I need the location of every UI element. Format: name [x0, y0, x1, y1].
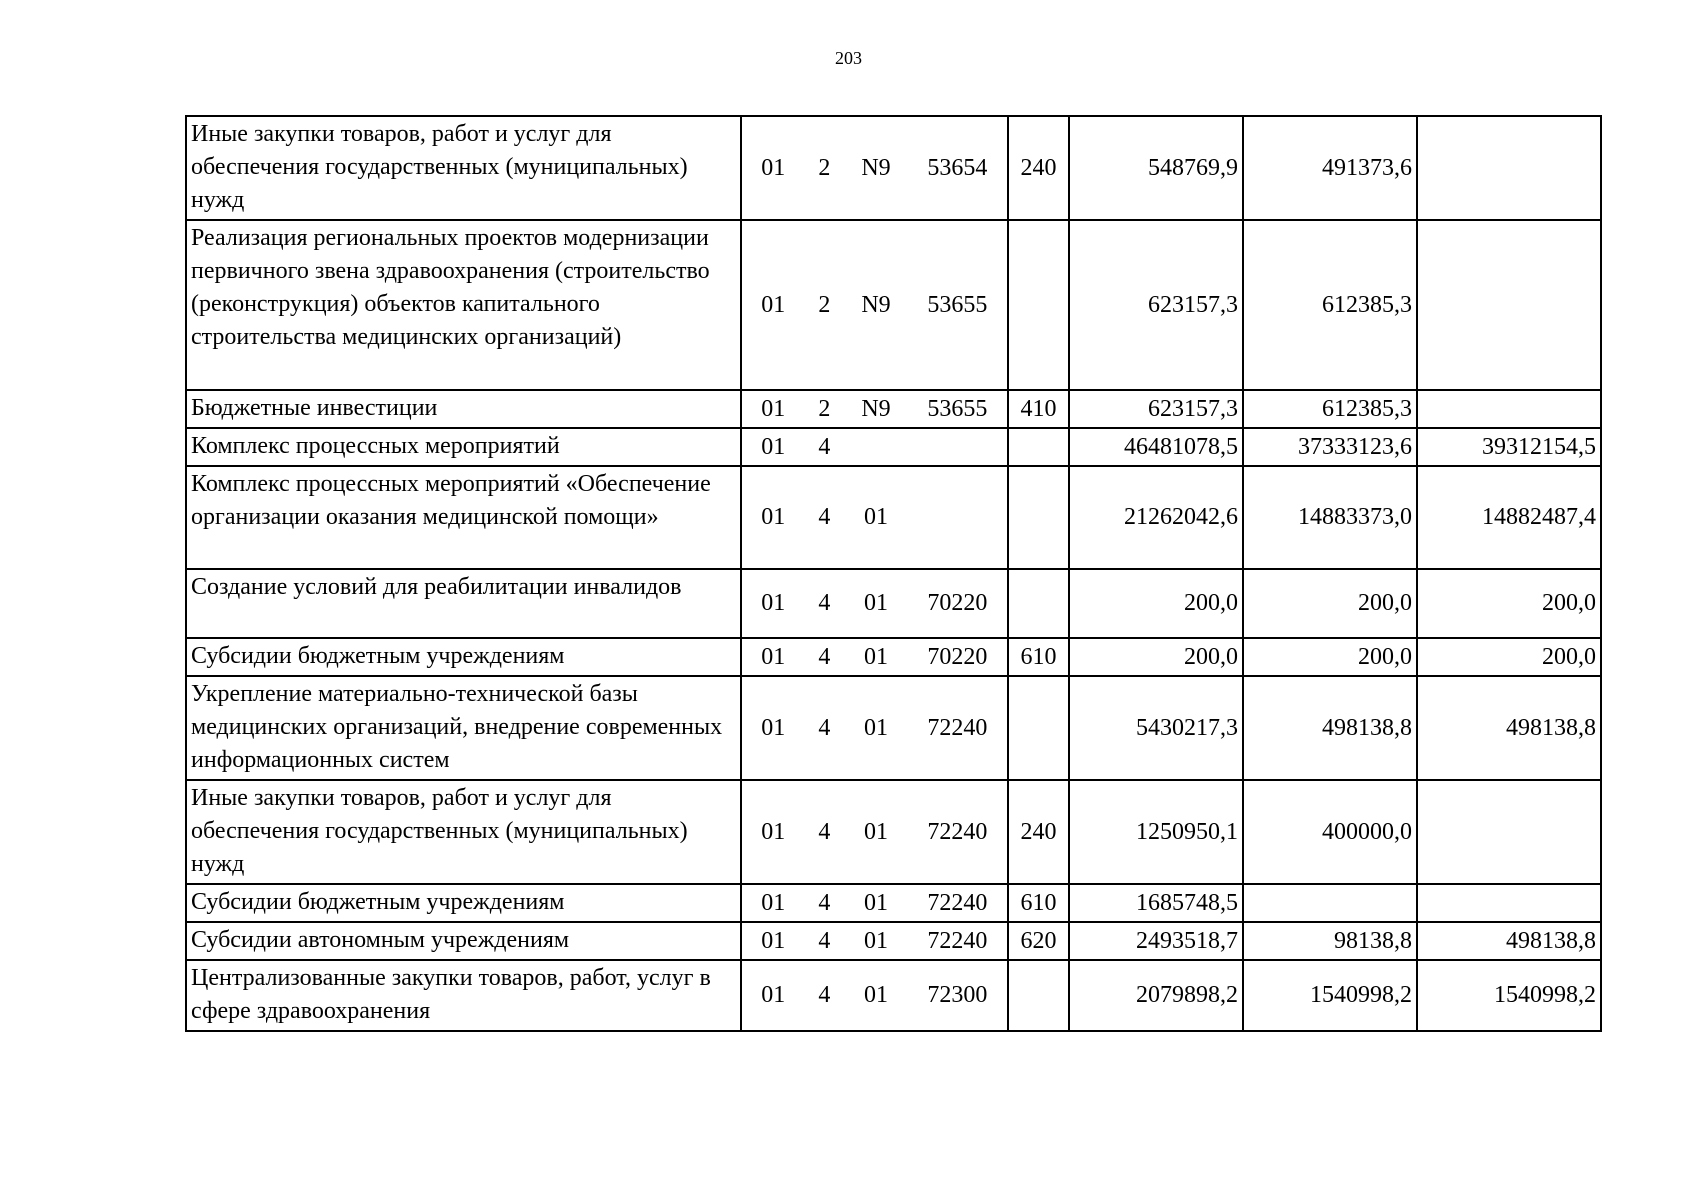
row-code-project: 01: [863, 714, 888, 741]
row-name: Иные закупки товаров, работ и услуг для обеспечения государственных (муниципальных) нужд: [186, 116, 741, 220]
row-amount-2: 491373,6: [1243, 116, 1417, 220]
row-amount-3: [1417, 220, 1601, 390]
row-code-project: 01: [863, 982, 888, 1008]
row-amount-2: 37333123,6: [1243, 428, 1417, 466]
row-amount-1: 623157,3: [1069, 220, 1243, 390]
row-expense-type: 240: [1008, 780, 1069, 884]
table-row: [186, 428, 1601, 466]
table-row: [186, 390, 1601, 428]
row-code: [741, 780, 1008, 884]
row-amount-2: 200,0: [1243, 569, 1417, 638]
row-expense-type: 410: [1008, 390, 1069, 428]
row-code-subprogram: 2: [818, 395, 831, 422]
row-expense-type: [1008, 960, 1069, 1031]
row-code-subprogram: 2: [818, 154, 831, 181]
row-code: [741, 960, 1008, 1031]
row-code-direction: 72300: [927, 982, 988, 1008]
row-amount-2: 612385,3: [1243, 220, 1417, 390]
row-code-project: [844, 431, 908, 464]
row-code-program: 01: [761, 643, 786, 670]
row-code: [741, 390, 1008, 428]
row-code-program: 01: [761, 291, 786, 318]
row-code: [741, 922, 1008, 960]
row-amount-1: 21262042,6: [1069, 466, 1243, 569]
row-code-subprogram: 2: [818, 291, 831, 318]
row-name: Иные закупки товаров, работ и услуг для обеспечения государственных (муниципальных) нужд: [186, 780, 741, 884]
row-code: [741, 220, 1008, 390]
row-code-project: 01: [863, 818, 888, 845]
row-code-program: 01: [761, 714, 786, 741]
row-amount-2: 498138,8: [1243, 676, 1417, 780]
table-row: [186, 220, 1601, 390]
table-row: [186, 960, 1601, 1031]
row-expense-type: 610: [1008, 884, 1069, 922]
table-row: [186, 466, 1601, 569]
row-code-program: 01: [761, 889, 786, 916]
row-code-project: 01: [863, 643, 888, 670]
row-code-program: 01: [761, 395, 786, 422]
row-code-subprogram: 4: [818, 433, 831, 460]
row-code-direction: 72240: [927, 927, 988, 954]
table-row: [186, 884, 1601, 922]
row-code-project: 01: [863, 504, 888, 530]
row-name: Реализация региональных проектов модернизации первичного звена здравоохранения (строительство (реконструкция) объектов капитального строительства медицинских организаций): [186, 220, 741, 390]
row-code-program: 01: [761, 433, 786, 460]
row-code-subprogram: 4: [818, 504, 831, 530]
row-amount-2: 200,0: [1243, 638, 1417, 676]
row-amount-3: 14882487,4: [1417, 466, 1601, 569]
row-code-direction: 72240: [927, 889, 988, 916]
row-code-project: N9: [861, 154, 891, 181]
row-amount-2: 1540998,2: [1243, 960, 1417, 1031]
table-row: [186, 638, 1601, 676]
table-row: [186, 676, 1601, 780]
row-expense-type: [1008, 428, 1069, 466]
row-amount-3: [1417, 780, 1601, 884]
row-expense-type: [1008, 466, 1069, 569]
row-expense-type: 620: [1008, 922, 1069, 960]
row-amount-3: 39312154,5: [1417, 428, 1601, 466]
row-code-direction: 53655: [927, 291, 988, 318]
row-amount-3: 498138,8: [1417, 676, 1601, 780]
row-code-program: 01: [761, 818, 786, 845]
row-amount-2: 98138,8: [1243, 922, 1417, 960]
row-amount-2: 14883373,0: [1243, 466, 1417, 569]
row-code-direction: 53655: [927, 395, 988, 422]
row-code-subprogram: 4: [818, 889, 831, 916]
row-amount-3: [1417, 390, 1601, 428]
row-amount-2: 400000,0: [1243, 780, 1417, 884]
row-code-program: 01: [761, 504, 786, 530]
row-code-program: 01: [761, 927, 786, 954]
row-name: Укрепление материально-технической базы медицинских организаций, внедрение современных информационных систем: [186, 676, 741, 780]
row-amount-1: 200,0: [1069, 638, 1243, 676]
row-expense-type: [1008, 569, 1069, 638]
row-code-program: 01: [761, 590, 786, 616]
row-code-project: N9: [861, 395, 891, 422]
row-name: Субсидии бюджетным учреждениям: [186, 884, 741, 922]
row-name: Бюджетные инвестиции: [186, 390, 741, 428]
row-code-subprogram: 4: [818, 818, 831, 845]
row-amount-1: 46481078,5: [1069, 428, 1243, 466]
row-amount-3: [1417, 884, 1601, 922]
row-code-subprogram: 4: [818, 643, 831, 670]
row-amount-3: [1417, 116, 1601, 220]
row-code: [741, 466, 1008, 569]
row-amount-1: 1250950,1: [1069, 780, 1243, 884]
row-code-subprogram: 4: [818, 982, 831, 1008]
row-code-subprogram: 4: [818, 714, 831, 741]
row-expense-type: [1008, 220, 1069, 390]
row-name: Комплекс процессных мероприятий «Обеспечение организации оказания медицинской помощи»: [186, 466, 741, 569]
row-code-project: 01: [863, 889, 888, 916]
row-code-direction: 53654: [927, 154, 988, 181]
row-code-project: 01: [863, 590, 888, 616]
row-code-direction: 70220: [927, 643, 988, 670]
row-amount-1: 623157,3: [1069, 390, 1243, 428]
table-row: [186, 780, 1601, 884]
row-code-direction: [908, 501, 1007, 534]
row-amount-1: 200,0: [1069, 569, 1243, 638]
row-name: Комплекс процессных мероприятий: [186, 428, 741, 466]
row-amount-3: 200,0: [1417, 638, 1601, 676]
row-name: Создание условий для реабилитации инвалидов: [186, 569, 741, 638]
row-amount-1: 2493518,7: [1069, 922, 1243, 960]
budget-table: [185, 115, 1602, 1032]
row-amount-3: 200,0: [1417, 569, 1601, 638]
row-expense-type: 240: [1008, 116, 1069, 220]
row-amount-3: 498138,8: [1417, 922, 1601, 960]
row-name: Субсидии автономным учреждениям: [186, 922, 741, 960]
row-code-program: 01: [761, 982, 786, 1008]
row-code-direction: [908, 431, 1007, 464]
row-code: [741, 884, 1008, 922]
table-row: [186, 922, 1601, 960]
row-amount-3: 1540998,2: [1417, 960, 1601, 1031]
row-code-program: 01: [761, 154, 786, 181]
row-amount-1: 2079898,2: [1069, 960, 1243, 1031]
row-amount-1: 1685748,5: [1069, 884, 1243, 922]
row-expense-type: [1008, 676, 1069, 780]
row-name: Централизованные закупки товаров, работ, услуг в сфере здравоохранения: [186, 960, 741, 1031]
row-code-direction: 70220: [927, 590, 988, 616]
row-code-direction: 72240: [927, 714, 988, 741]
row-code: [741, 428, 1008, 466]
row-code-subprogram: 4: [818, 590, 831, 616]
row-code-project: 01: [863, 927, 888, 954]
row-code: [741, 116, 1008, 220]
row-code: [741, 569, 1008, 638]
page-number: 203: [835, 48, 862, 68]
row-name: Субсидии бюджетным учреждениям: [186, 638, 741, 676]
row-code: [741, 676, 1008, 780]
row-code-subprogram: 4: [818, 927, 831, 954]
table-row: [186, 116, 1601, 220]
row-expense-type: 610: [1008, 638, 1069, 676]
row-amount-2: 612385,3: [1243, 390, 1417, 428]
budget-table-body: [186, 116, 1601, 1031]
row-code-direction: 72240: [927, 818, 988, 845]
row-amount-1: 5430217,3: [1069, 676, 1243, 780]
row-amount-1: 548769,9: [1069, 116, 1243, 220]
row-amount-2: [1243, 884, 1417, 922]
row-code-project: N9: [861, 291, 891, 318]
table-row: [186, 569, 1601, 638]
row-code: [741, 638, 1008, 676]
